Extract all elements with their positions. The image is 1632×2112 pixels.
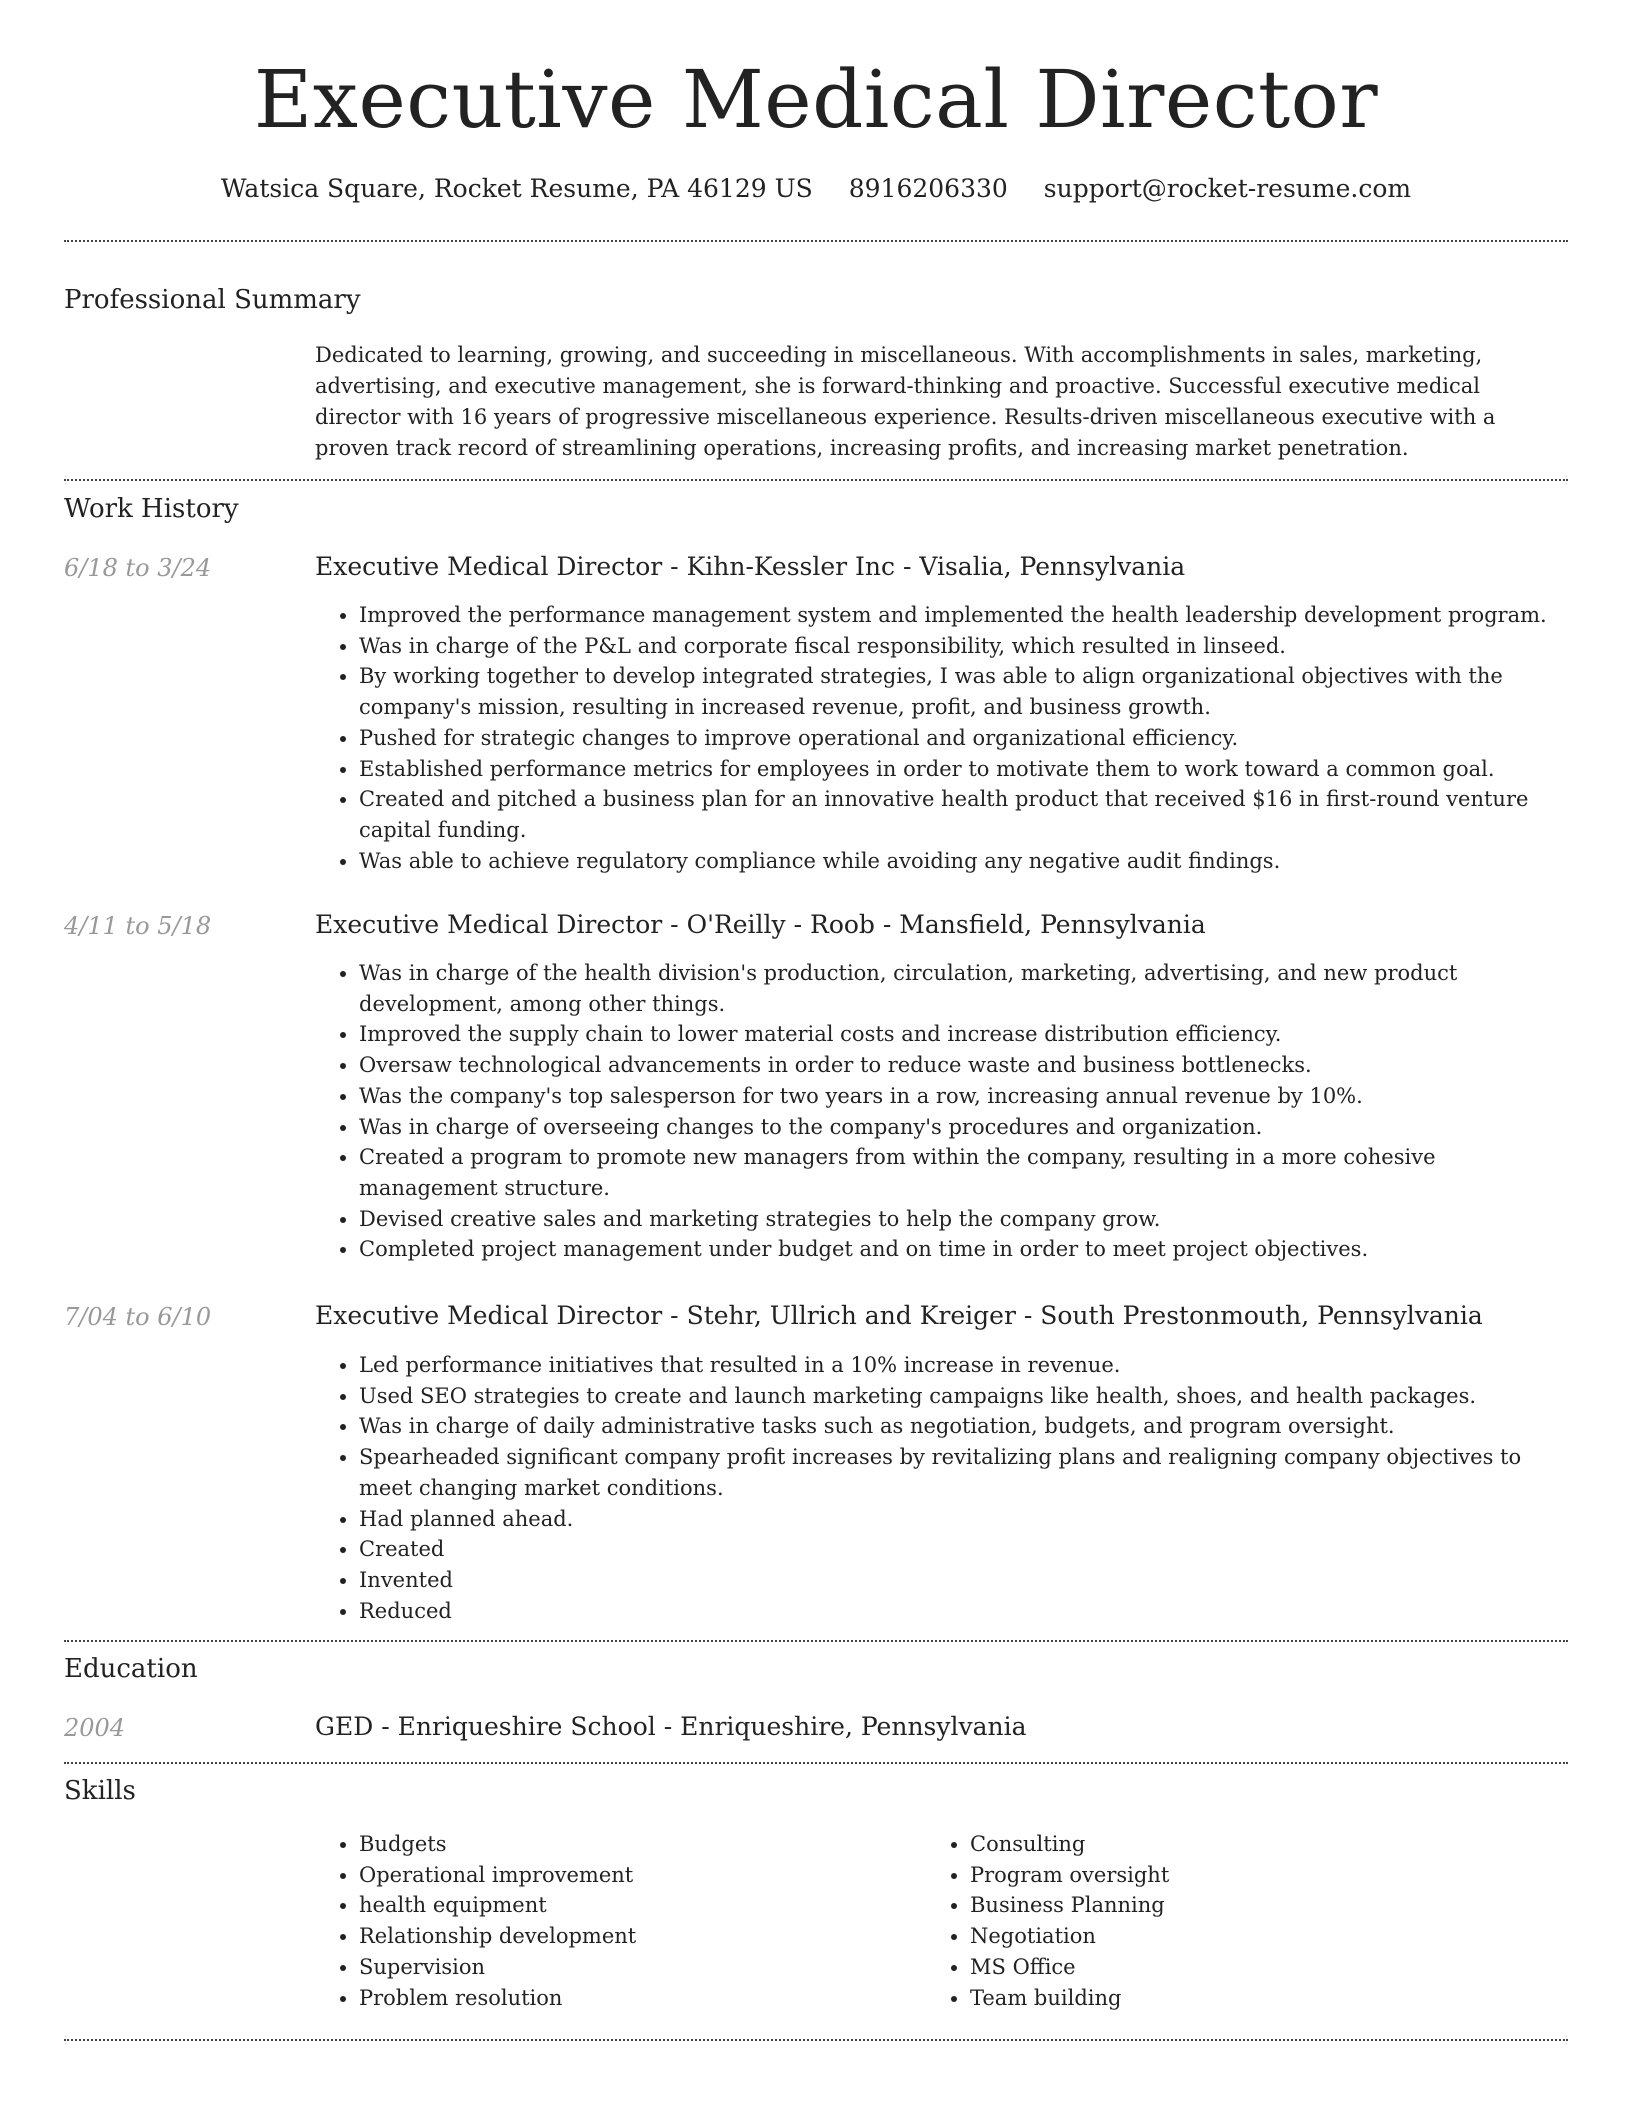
list-item: • Had planned ahead. bbox=[359, 1504, 1555, 1535]
skills-list-left bbox=[315, 1829, 875, 2013]
list-item: • Improved the supply chain to lower material costs and increase distribution efficiency. bbox=[359, 1019, 1555, 1050]
list-item: • Established performance metrics for employees in order to motivate them to work toward a common goal. bbox=[359, 754, 1555, 785]
summary-text: Dedicated to learning, growing, and succeeding in miscellaneous. With accomplishments in sales, marketing, advertising, and executive management, she is forward-thinking and proactive. Successful executive medical director with 16 years of progressive miscellaneous experience. Results-driven miscellaneous executive with a proven track record of streamlining operations, increasing profits, and increasing market penetration. bbox=[315, 343, 1496, 460]
list-item: • health equipment bbox=[359, 1890, 875, 1921]
summary-heading: Professional Summary bbox=[64, 285, 361, 315]
list-item: • Was in charge of daily administrative tasks such as negotiation, budgets, and program oversight. bbox=[359, 1411, 1555, 1442]
list-item: • Problem resolution bbox=[359, 1983, 875, 2014]
list-item: • Spearheaded significant company profit increases by revitalizing plans and realigning company objectives to meet changing market conditions. bbox=[359, 1442, 1555, 1503]
candidate-name: Executive Medical Director bbox=[253, 53, 1379, 146]
list-item: • Was able to achieve regulatory compliance while avoiding any negative audit findings. bbox=[359, 846, 1555, 877]
job-dates: 7/04 to 6/10 bbox=[64, 1303, 212, 1331]
education-heading: Education bbox=[64, 1654, 198, 1684]
job-bullets bbox=[315, 1350, 1555, 1626]
list-item: • Operational improvement bbox=[359, 1860, 875, 1891]
list-item: • Budgets bbox=[359, 1829, 875, 1860]
list-item: • Negotiation bbox=[970, 1921, 1486, 1952]
list-item: • Program oversight bbox=[970, 1860, 1486, 1891]
work-history-heading: Work History bbox=[64, 494, 239, 524]
list-item: • Created bbox=[359, 1534, 1555, 1565]
divider bbox=[64, 240, 1568, 242]
list-item: • Business Planning bbox=[970, 1890, 1486, 1921]
contact-address: Watsica Square, Rocket Resume, PA 46129 US bbox=[220, 174, 813, 203]
divider bbox=[64, 479, 1568, 481]
list-item: • Was in charge of the health division's production, circulation, marketing, advertising, and new product development, among other things. bbox=[359, 958, 1555, 1019]
divider bbox=[64, 2039, 1568, 2041]
list-item: • Created a program to promote new managers from within the company, resulting in a more cohesive management structure. bbox=[359, 1142, 1555, 1203]
contact-email: support@rocket-resume.com bbox=[1043, 174, 1412, 203]
list-item: • Pushed for strategic changes to improve operational and organizational efficiency. bbox=[359, 723, 1555, 754]
list-item: • Was in charge of overseeing changes to the company's procedures and organization. bbox=[359, 1112, 1555, 1143]
list-item: • Was in charge of the P&L and corporate fiscal responsibility, which resulted in linseed. bbox=[359, 631, 1555, 662]
list-item: • Was the company's top salesperson for two years in a row, increasing annual revenue by 10%. bbox=[359, 1081, 1555, 1112]
job-bullets bbox=[315, 958, 1555, 1265]
list-item: • Supervision bbox=[359, 1952, 875, 1983]
contact-line bbox=[0, 172, 1632, 206]
list-item: • Devised creative sales and marketing strategies to help the company grow. bbox=[359, 1204, 1555, 1235]
list-item: • Completed project management under budget and on time in order to meet project objectives. bbox=[359, 1234, 1555, 1265]
list-item: • Consulting bbox=[970, 1829, 1486, 1860]
job-dates: 6/18 to 3/24 bbox=[64, 554, 212, 582]
list-item: • Improved the performance management system and implemented the health leadership development program. bbox=[359, 600, 1555, 631]
job-title: Executive Medical Director - Kihn-Kessler Inc - Visalia, Pennsylvania bbox=[315, 552, 1186, 581]
list-item: • Team building bbox=[970, 1983, 1486, 2014]
education-year: 2004 bbox=[64, 1714, 126, 1742]
skills-list-right bbox=[926, 1829, 1486, 2013]
job-dates: 4/11 to 5/18 bbox=[64, 912, 212, 940]
list-item: • Invented bbox=[359, 1565, 1555, 1596]
list-item: • Created and pitched a business plan for an innovative health product that received $16 in first-round venture capital funding. bbox=[359, 784, 1555, 845]
skills-heading: Skills bbox=[64, 1776, 136, 1806]
list-item: • Reduced bbox=[359, 1596, 1555, 1627]
job-title: Executive Medical Director - O'Reilly - Roob - Mansfield, Pennsylvania bbox=[315, 910, 1206, 939]
resume-header bbox=[0, 0, 1632, 206]
list-item: • Used SEO strategies to create and launch marketing campaigns like health, shoes, and health packages. bbox=[359, 1381, 1555, 1412]
education-entry: GED - Enriqueshire School - Enriqueshire, Pennsylvania bbox=[315, 1712, 1027, 1741]
list-item: • Led performance initiatives that resulted in a 10% increase in revenue. bbox=[359, 1350, 1555, 1381]
contact-phone: 8916206330 bbox=[848, 174, 1008, 203]
job-title: Executive Medical Director - Stehr, Ullrich and Kreiger - South Prestonmouth, Pennsylvania bbox=[315, 1301, 1483, 1330]
job-bullets bbox=[315, 600, 1555, 876]
list-item: • Oversaw technological advancements in order to reduce waste and business bottlenecks. bbox=[359, 1050, 1555, 1081]
list-item: • MS Office bbox=[970, 1952, 1486, 1983]
divider bbox=[64, 1640, 1568, 1642]
list-item: • Relationship development bbox=[359, 1921, 875, 1952]
list-item: • By working together to develop integrated strategies, I was able to align organizational objectives with the company's mission, resulting in increased revenue, profit, and business growth. bbox=[359, 661, 1555, 722]
divider bbox=[64, 1762, 1568, 1764]
